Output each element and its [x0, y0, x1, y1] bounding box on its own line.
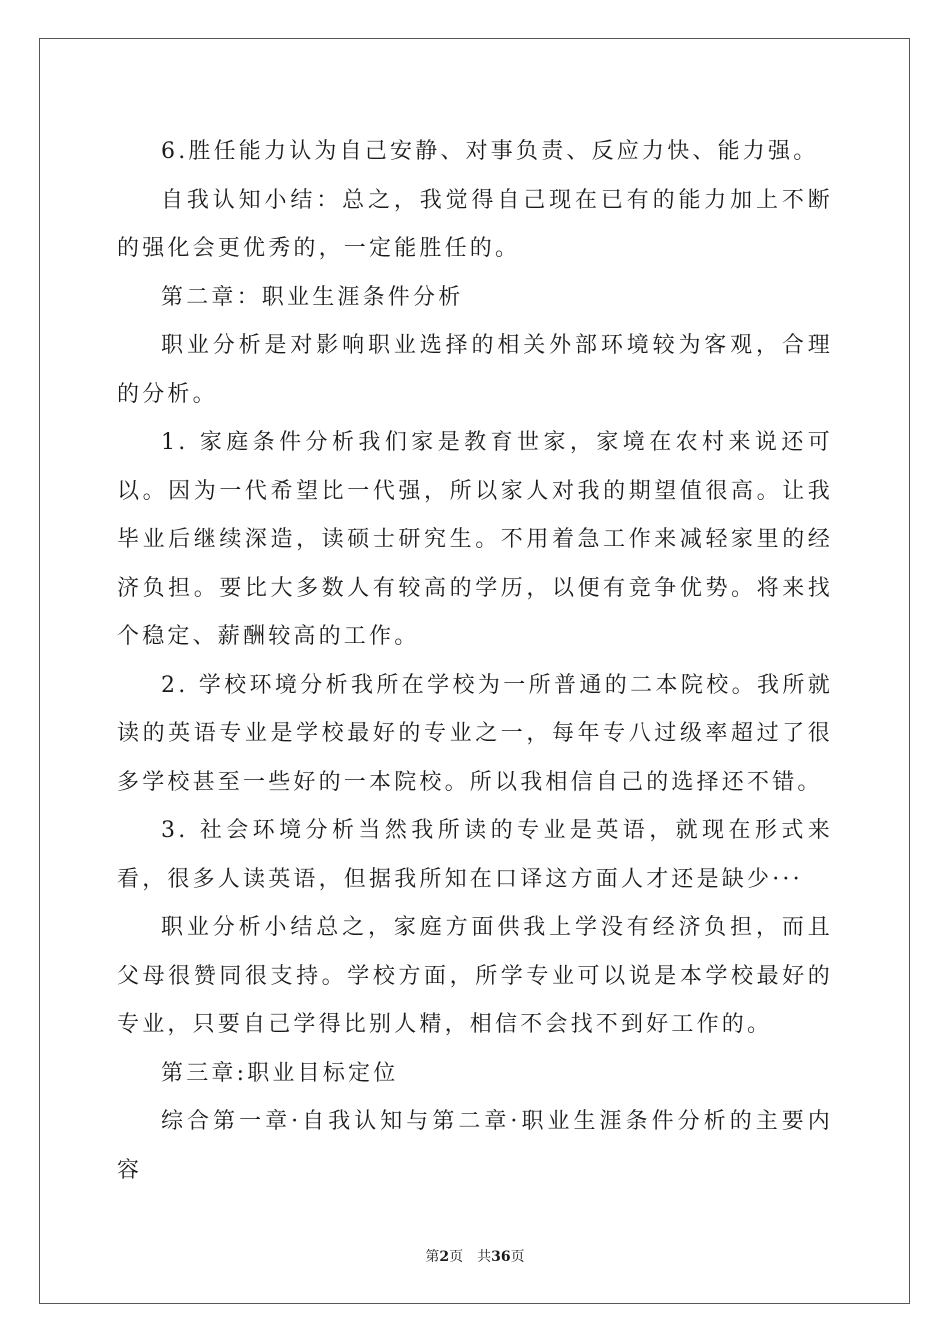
paragraph-society-analysis: 3. 社会环境分析当然我所读的专业是英语，就现在形式来看，很多人读英语，但据我所知在口译这方面人才还是缺少···	[117, 818, 833, 892]
paragraph-self-cognition-summary: 自我认知小结：总之，我觉得自己现在已有的能力加上不断的强化会更优秀的，一定能胜任的。	[117, 187, 833, 261]
paragraph-career-analysis-summary: 职业分析小结总之，家庭方面供我上学没有经济负担，而且父母很赞同很支持。学校方面，所学专业可以说是本学校最好的专业，只要自己学得比别人精，相信不会找不到好工作的。	[117, 915, 833, 1037]
footer-total-suffix: 页	[510, 1249, 525, 1265]
paragraph-synthesis: 综合第一章·自我认知与第二章·职业生涯条件分析的主要内容	[117, 1109, 833, 1183]
footer-total-pages: 36	[491, 1249, 511, 1265]
footer-page-suffix: 页	[449, 1249, 464, 1265]
paragraph-family-analysis: 1. 家庭条件分析我们家是教育世家，家境在农村来说还可以。因为一代希望比一代强，所以家人对我的期望值很高。让我毕业后继续深造，读硕士研究生。不用着急工作来减轻家里的经济负担。要比大多数人有较高的学历，以便有竞争优势。将来找个稳定、薪酬较高的工作。	[117, 430, 833, 649]
footer-total-prefix: 共	[477, 1249, 492, 1265]
chapter-two-heading: 第二章：职业生涯条件分析	[161, 284, 464, 310]
paragraph-competence: 6.胜任能力认为自己安静、对事负责、反应力快、能力强。	[161, 139, 819, 164]
chapter-three-heading: 第三章:职业目标定位	[161, 1060, 399, 1086]
page-footer	[0, 1246, 950, 1266]
document-body	[117, 128, 833, 1195]
footer-page-number: 2	[439, 1249, 450, 1265]
paragraph-school-analysis: 2. 学校环境分析我所在学校为一所普通的二本院校。我所就读的英语专业是学校最好的专业之一，每年专八过级率超过了很多学校甚至一些好的一本院校。所以我相信自己的选择还不错。	[117, 672, 833, 795]
paragraph-career-analysis-intro: 职业分析是对影响职业选择的相关外部环境较为客观，合理的分析。	[117, 333, 833, 407]
footer-page-prefix: 第	[425, 1249, 440, 1265]
